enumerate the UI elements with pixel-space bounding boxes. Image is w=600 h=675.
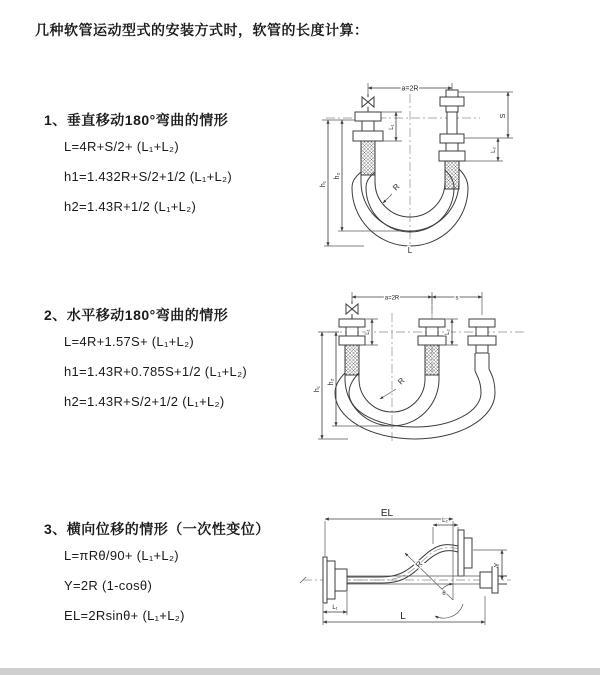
right-pipe-fitting (468, 319, 496, 371)
page-title: 几种软管运动型式的安装方式时，软管的长度计算： (35, 22, 369, 38)
formula-line: Y=2R (1-cosθ) (64, 578, 153, 593)
section-1-heading: 1、垂直移动180°弯曲的情形 (44, 112, 229, 128)
dim-h1-label: h₁ (320, 180, 327, 188)
dim-l-label: L (400, 611, 406, 622)
dim-h2-label: h₂ (328, 378, 335, 386)
valve-icon (346, 301, 358, 319)
dim-a2r-label: a=2R (401, 85, 419, 93)
dimension-a2r (368, 83, 452, 95)
left-pipe-fitting (339, 319, 365, 375)
diagram-1-figure (312, 72, 577, 257)
dim-y-label: Y (494, 562, 501, 568)
dim-el-label: EL (380, 508, 394, 519)
hose-u-bends (335, 369, 495, 439)
radius-label: R (396, 376, 407, 387)
diagram-2-figure (308, 283, 598, 463)
dim-l1-label: L₁ (332, 605, 338, 611)
radius-label: R (413, 559, 425, 570)
dim-l1-label: L₁ (365, 329, 371, 335)
dim-l2-label: L₂ (442, 518, 448, 524)
formula-line: h2=1.43R+1/2 (L₁+L₂) (64, 199, 197, 214)
formula-line: L=4R+S/2+ (L₁+L₂) (64, 139, 179, 154)
angle-theta-label: θ (442, 591, 446, 597)
length-label: L (407, 246, 413, 255)
radius-callout (383, 182, 402, 203)
diagram-3-figure (295, 500, 600, 660)
right-pipe-fitting (439, 90, 465, 189)
section-3-heading: 3、横向位移的情形（一次性变位） (44, 521, 270, 537)
upper-flange (458, 530, 472, 576)
radius-label: R (391, 182, 402, 193)
dimension-s (458, 92, 513, 138)
dim-s-label: S (500, 113, 507, 119)
dim-l1-label: L₁ (389, 124, 395, 130)
dim-l2-label: L₂ (491, 147, 497, 153)
dimension-l1 (381, 112, 402, 141)
formula-line: L=πRθ/90+ (L₁+L₂) (64, 548, 179, 563)
formula-line: EL=2Rsinθ+ (L₁+L₂) (64, 608, 185, 623)
valve-icon (362, 94, 374, 112)
left-flange (323, 557, 347, 603)
hose-s-curve (347, 545, 458, 583)
dimension-l2 (433, 518, 458, 544)
dim-s-label: s (455, 295, 459, 302)
page-edge-strip (0, 668, 600, 675)
radius-callout (380, 376, 407, 399)
dimension-l2 (465, 138, 503, 161)
formula-line: h1=1.43R+0.785S+1/2 (L₁+L₂) (64, 364, 248, 379)
dimension-a2r (352, 292, 482, 315)
formula-line: h2=1.43R+S/2+1/2 (L₁+L₂) (64, 394, 225, 409)
middle-pipe-fitting (418, 319, 446, 375)
dim-a2r-label: a=2R (384, 295, 400, 302)
dimension-s (432, 296, 482, 302)
dim-h1-label: h₁ (314, 385, 321, 393)
dimension-h2 (328, 332, 394, 426)
formula-line: h1=1.432R+S/2+1/2 (L₁+L₂) (64, 169, 232, 184)
section-2-heading: 2、水平移动180°弯曲的情形 (44, 307, 229, 323)
formula-line: L=4R+1.57S+ (L₁+L₂) (64, 334, 195, 349)
radius-and-angle (405, 553, 463, 618)
dim-h2-label: h₂ (334, 172, 341, 180)
left-pipe-fitting (353, 112, 383, 175)
dim-l2-label: L₂ (445, 329, 451, 335)
